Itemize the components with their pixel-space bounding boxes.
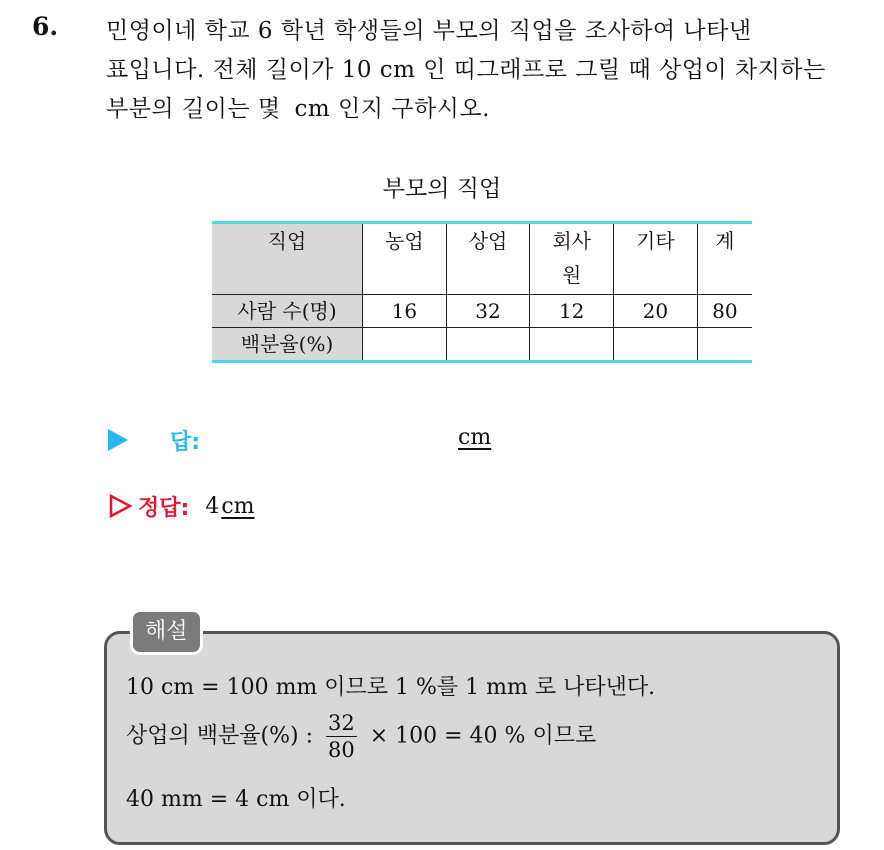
table-cell: 12 <box>530 295 614 328</box>
question-line-2: 표입니다. 전체 길이가 10 cm 인 띠그래프로 그릴 때 상업이 차지하는 <box>106 57 826 83</box>
table-cell: 80 <box>697 295 752 328</box>
table-cell[interactable] <box>446 328 530 362</box>
question-line-3 <box>106 90 866 129</box>
answer-triangle-icon <box>108 429 128 451</box>
question-line-3a: 부분의 길이는 몇 <box>106 96 281 122</box>
header-cell: 상업 <box>446 223 530 295</box>
explanation-tab: 해설 <box>130 609 203 655</box>
question-line-1: 민영이네 학교 6 학년 학생들의 부모의 직업을 조사하여 나타낸 <box>106 18 752 44</box>
fraction <box>326 710 357 763</box>
question-text <box>106 12 866 129</box>
occupation-table <box>212 221 752 363</box>
solution-row <box>108 488 255 524</box>
table-cell[interactable] <box>614 328 698 362</box>
table-cell: 16 <box>363 295 447 328</box>
table-cell[interactable] <box>697 328 752 362</box>
question-unit: cm <box>294 96 331 122</box>
answer-row <box>108 422 200 458</box>
header-cell: 기타 <box>614 223 698 295</box>
fraction-numerator: 32 <box>327 711 355 735</box>
explanation-line-3: 40 mm = 4 cm 이다. <box>126 787 346 812</box>
table-header-row <box>212 223 752 295</box>
fraction-denominator: 80 <box>327 738 355 762</box>
solution-value <box>205 494 254 519</box>
question-number: 6. <box>32 12 59 41</box>
solution-number: 4 <box>205 493 220 519</box>
table-row-people <box>212 295 752 328</box>
header-cell: 농업 <box>363 223 447 295</box>
row-label: 백분율(%) <box>212 328 363 362</box>
answer-unit[interactable]: cm <box>458 425 492 450</box>
header-cell: 계 <box>697 223 752 295</box>
explanation-line-2-prefix: 상업의 백분율(%) : <box>126 723 313 749</box>
table-title: 부모의 직업 <box>382 176 502 202</box>
row-label: 사람 수(명) <box>212 295 363 328</box>
table-cell: 32 <box>446 295 530 328</box>
table-cell[interactable] <box>530 328 614 362</box>
explanation-line-2-suffix: × 100 = 40 % 이므로 <box>369 723 597 749</box>
explanation-line-2 <box>126 710 596 763</box>
header-cell: 회사 원 <box>530 223 614 295</box>
table-cell[interactable] <box>363 328 447 362</box>
solution-label: 정답: <box>138 495 190 521</box>
table-cell: 20 <box>614 295 698 328</box>
answer-label: 답: <box>170 429 201 455</box>
solution-unit: cm <box>221 493 255 519</box>
header-cell: 직업 <box>212 223 363 295</box>
table-row-percent <box>212 328 752 362</box>
explanation-line-1: 10 cm = 100 mm 이므로 1 %를 1 mm 로 나타낸다. <box>126 675 656 700</box>
solution-triangle-icon <box>108 494 132 518</box>
question-line-3b: 인지 구하시오. <box>337 96 490 122</box>
